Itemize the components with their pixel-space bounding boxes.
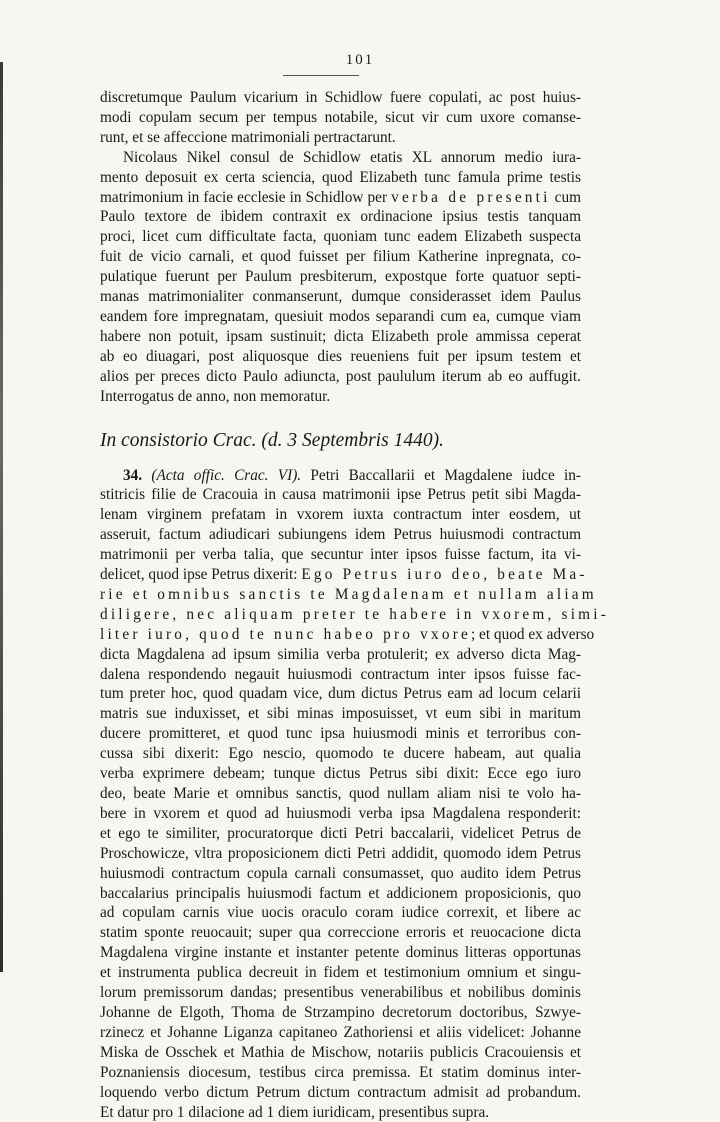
text-line: lorum premissorum dandas; presentibus venerabilibus et nobilibus dominis — [100, 983, 581, 1003]
text-line: alios per preces dicto Paulo adiuncta, post paululum iterum ab eo auffugit. — [100, 367, 581, 387]
text-line: Poznaniensis diocesum, testibus circa premissa. Et statim dominus inter- — [100, 1063, 581, 1083]
text-line — [100, 605, 581, 625]
page-number-rule — [283, 75, 359, 76]
text-line — [100, 466, 581, 486]
page-number: 101 — [0, 52, 720, 69]
text-line: dicta Magdalena ad ipsum similia verba protulerit; ex adverso dicta Mag- — [100, 645, 581, 665]
text-line: tum preter hoc, quod quadam vice, dum dictus Petrus eam ad locum celarii — [100, 684, 581, 704]
text-line: deo, beate Marie et omnibus sanctis, quod nullam aliam nisi te volo ha- — [100, 784, 581, 804]
text-line: manas matrimonialiter conmanserunt, dumque considerasset idem Paulus — [100, 287, 581, 307]
text-line: Nicolaus Nikel consul de Schidlow etatis XL annorum medio iura- — [100, 148, 581, 168]
text-line: Magdalena virgine instante et instanter petente dominus litteras opportunas — [100, 943, 581, 963]
text-line: bere in vxorem et quod ad huiusmodi verba ipsa Magdalena responderit: — [100, 804, 581, 824]
text-line: ducere promitteret, et quod tunc ipsa huiusmodi minis et terroribus con- — [100, 724, 581, 744]
spaced-emphasis: Ego Petrus iuro deo, beate Ma- — [301, 566, 587, 583]
text-line-content: Petri Baccallarii et Magdalene iudce in- — [310, 467, 581, 484]
text-line: matris sue induxisset, et sibi minas imposuisset, vt eum sibi in maritum — [100, 704, 581, 724]
spaced-emphasis: verba de presenti — [391, 189, 550, 206]
text-line — [100, 585, 581, 605]
text-line: proci, licet cum difficultate facta, quoniam tunc eadem Elizabeth suspecta — [100, 227, 581, 247]
text-line: discretumque Paulum vicarium in Schidlow fuere copulati, ac post huius- — [100, 88, 581, 108]
text-line: runt, et se affeccione matrimoniali pertractarunt. — [100, 128, 581, 148]
paragraph-nikel-testimony — [100, 148, 581, 407]
text-line: baccalarius principalis huiusmodi factum et addicionem proposicionis, quo — [100, 884, 581, 904]
spaced-emphasis: liter iuro, quod te nunc habeo pro vxore — [100, 626, 471, 643]
page-body — [100, 88, 581, 1122]
spaced-emphasis: rie et omnibus sanctis te Magdalenam et nullam aliam — [100, 586, 597, 603]
text-line: lenam virginem prefatam in vxorem iuxta contractum inter eosdem, ut — [100, 505, 581, 525]
text-line: et instrumenta publica decreuit in fidem et testimonium omnium et singu- — [100, 963, 581, 983]
paragraph-testimony-continued — [100, 88, 581, 148]
text-line: statim sponte reuocauit; super qua correccione erroris et reuocacione dicta — [100, 923, 581, 943]
text-line: habere non potuit, ipsam sustinuit; dicta Elizabeth prole ammissa ceperat — [100, 327, 581, 347]
text-line: fuit de vicio carnali, et quod fuisset per filium Katherine inpregnata, co- — [100, 247, 581, 267]
text-line: verba exprimere debeam; tunque dictus Petrus sibi dixit: Ecce ego iuro — [100, 764, 581, 784]
paragraph-entry-34 — [100, 466, 581, 1122]
text-line: huiusmodi contractum copula carnali consumasset, quo audito idem Petrus — [100, 864, 581, 884]
text-line: mento deposuit ex certa sciencia, quod Elizabeth tunc famula prime testis — [100, 168, 581, 188]
text-line: cussa sibi dixerit: Ego nescio, quomodo te ducere habeam, aut qualia — [100, 744, 581, 764]
text-line: et ego te similiter, procuratorque dicti Petri baccalarii, videlicet Petrus de — [100, 824, 581, 844]
text-line: Johanne de Elgoth, Thoma de Strzampino decretorum doctoribus, Szwye- — [100, 1003, 581, 1023]
text-line: ad copulam carnis viue uocis oraculo coram iudice correxit, et libere ac — [100, 903, 581, 923]
text-line: Interrogatus de anno, non memoratur. — [100, 387, 581, 407]
text-line: liter iuro, quod te nunc habeo pro vxore; et quod ex adverso — [100, 625, 581, 645]
text-line: modi copulam secum per tempus notabile, sicut vir cum uxore comanse- — [100, 108, 581, 128]
text-line: Proschowicze, vltra proposicionem dicti Petri addidit, quomodo idem Petrus — [100, 844, 581, 864]
text-line: stitricis filie de Cracouia in causa matrimonii ipse Petrus petit sibi Magda- — [100, 485, 581, 505]
text-line: delicet, quod ipse Petrus dixerit: Ego Petrus iuro deo, beate Ma- — [100, 565, 581, 585]
entry-source: (Acta offic. Crac. VI). — [151, 467, 301, 484]
text-line: Et datur pro 1 dilacione ad 1 diem iuridicam, presentibus supra. — [100, 1103, 581, 1122]
text-line: Paulo textore de ibidem contraxit ex ordinacione ipsius testis tanquam — [100, 207, 581, 227]
text-line: matrimonium in facie ecclesie in Schidlow per verba de presenti cum — [100, 188, 581, 208]
spaced-emphasis: diligere, nec aliquam preter te habere in vxorem, simi- — [100, 606, 609, 623]
text-line: Miska de Osschek et Mathia de Mischow, notariis publicis Cracouiensis et — [100, 1043, 581, 1063]
text-line: matrimonii per verba talia, que secuntur inter ipsos fuisse factum, ita vi- — [100, 545, 581, 565]
text-line: rzinecz et Johanne Liganza capitaneo Zathoriensi et aliis videlicet: Johanne — [100, 1023, 581, 1043]
text-line: ab eo diuagari, post aliquosque dies reueniens fuit per ipsum testem et — [100, 347, 581, 367]
text-line: pulatique fuerunt per Paulum presbiterum, expostque forte quatuor septi- — [100, 267, 581, 287]
text-line: loquendo verbo dictum Petrum dictum contractum admisit ad probandum. — [100, 1083, 581, 1103]
text-line: eandem fore impregnatam, quesiuit modos separandi cum ea, cumque viam — [100, 307, 581, 327]
section-heading: In consistorio Crac. (d. 3 Septembris 1440). — [100, 430, 581, 452]
text-line: asseruit, factum adiudicari subiungens idem Petrus huiusmodi contractum — [100, 525, 581, 545]
entry-number: 34. — [123, 467, 142, 484]
text-line: dalena respondendo negauit huiusmodi contractum inter ipsos fuisse fac- — [100, 665, 581, 685]
scan-edge-shadow — [0, 62, 3, 972]
